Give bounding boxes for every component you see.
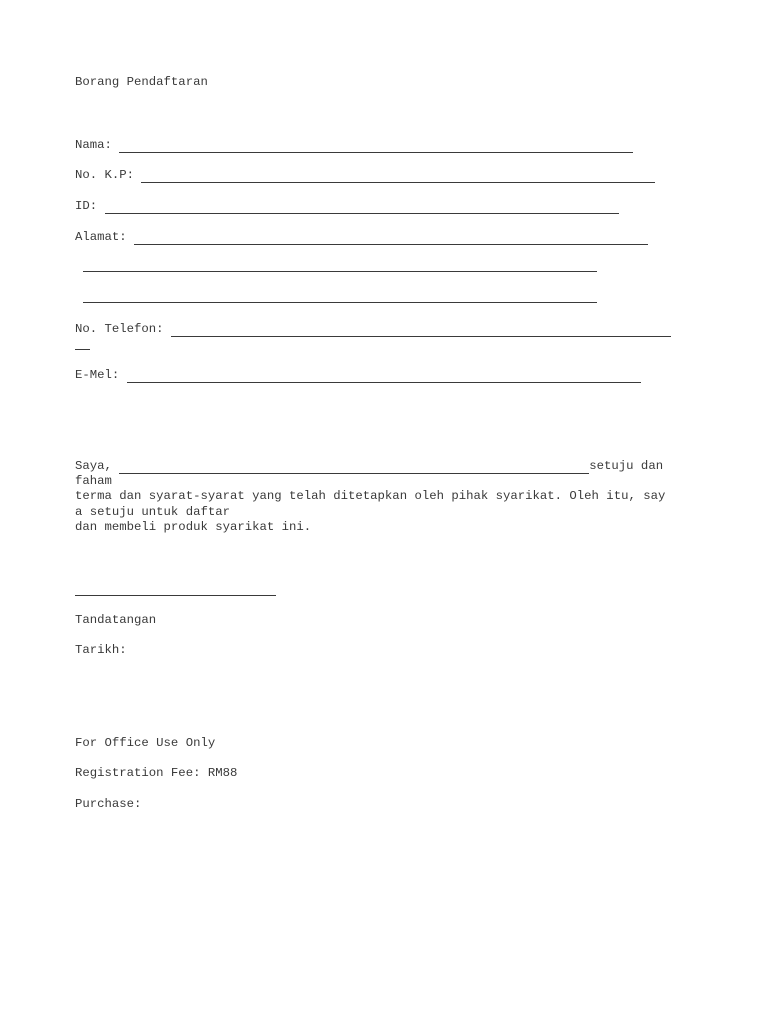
no-telefon-label: No. Telefon:	[75, 322, 171, 336]
declaration-line-2: faham	[75, 474, 112, 488]
declaration-line-1	[75, 458, 663, 474]
registration-fee: Registration Fee: RM88	[75, 766, 238, 780]
alamat-blank-line-3[interactable]	[83, 301, 597, 303]
office-use-heading: For Office Use Only	[75, 736, 216, 750]
purchase-label: Purchase:	[75, 797, 142, 811]
no-telefon-blank-line[interactable]	[171, 323, 671, 337]
declaration-name-blank-line[interactable]	[119, 460, 589, 474]
emel-blank-line[interactable]	[127, 369, 641, 383]
alamat-field	[75, 229, 648, 245]
emel-label: E-Mel:	[75, 368, 127, 382]
no-kp-label: No. K.P:	[75, 168, 142, 182]
signature-blank-line[interactable]	[75, 594, 276, 596]
alamat-blank-line-1[interactable]	[134, 231, 648, 245]
emel-field	[75, 367, 641, 383]
declaration-line-3: terma dan syarat-syarat yang telah ditetapkan oleh pihak syarikat. Oleh itu, say	[75, 489, 666, 503]
no-telefon-blank-line-wrap[interactable]	[75, 348, 90, 350]
id-field	[75, 198, 619, 214]
no-telefon-field	[75, 321, 671, 337]
declaration-line-5: dan membeli produk syarikat ini.	[75, 520, 312, 534]
nama-field	[75, 137, 633, 153]
form-title: Borang Pendaftaran	[75, 75, 208, 89]
declaration-prefix: Saya,	[75, 459, 120, 473]
id-blank-line[interactable]	[105, 200, 619, 214]
alamat-label: Alamat:	[75, 230, 135, 244]
id-label: ID:	[75, 199, 105, 213]
nama-blank-line[interactable]	[119, 139, 633, 153]
declaration-suffix: setuju dan	[589, 459, 664, 473]
no-kp-field	[75, 167, 655, 183]
alamat-blank-line-2[interactable]	[83, 270, 597, 272]
no-kp-blank-line[interactable]	[141, 169, 655, 183]
signature-label: Tandatangan	[75, 613, 157, 627]
declaration-line-4: a setuju untuk daftar	[75, 505, 230, 519]
date-label: Tarikh:	[75, 643, 127, 657]
nama-label: Nama:	[75, 138, 120, 152]
